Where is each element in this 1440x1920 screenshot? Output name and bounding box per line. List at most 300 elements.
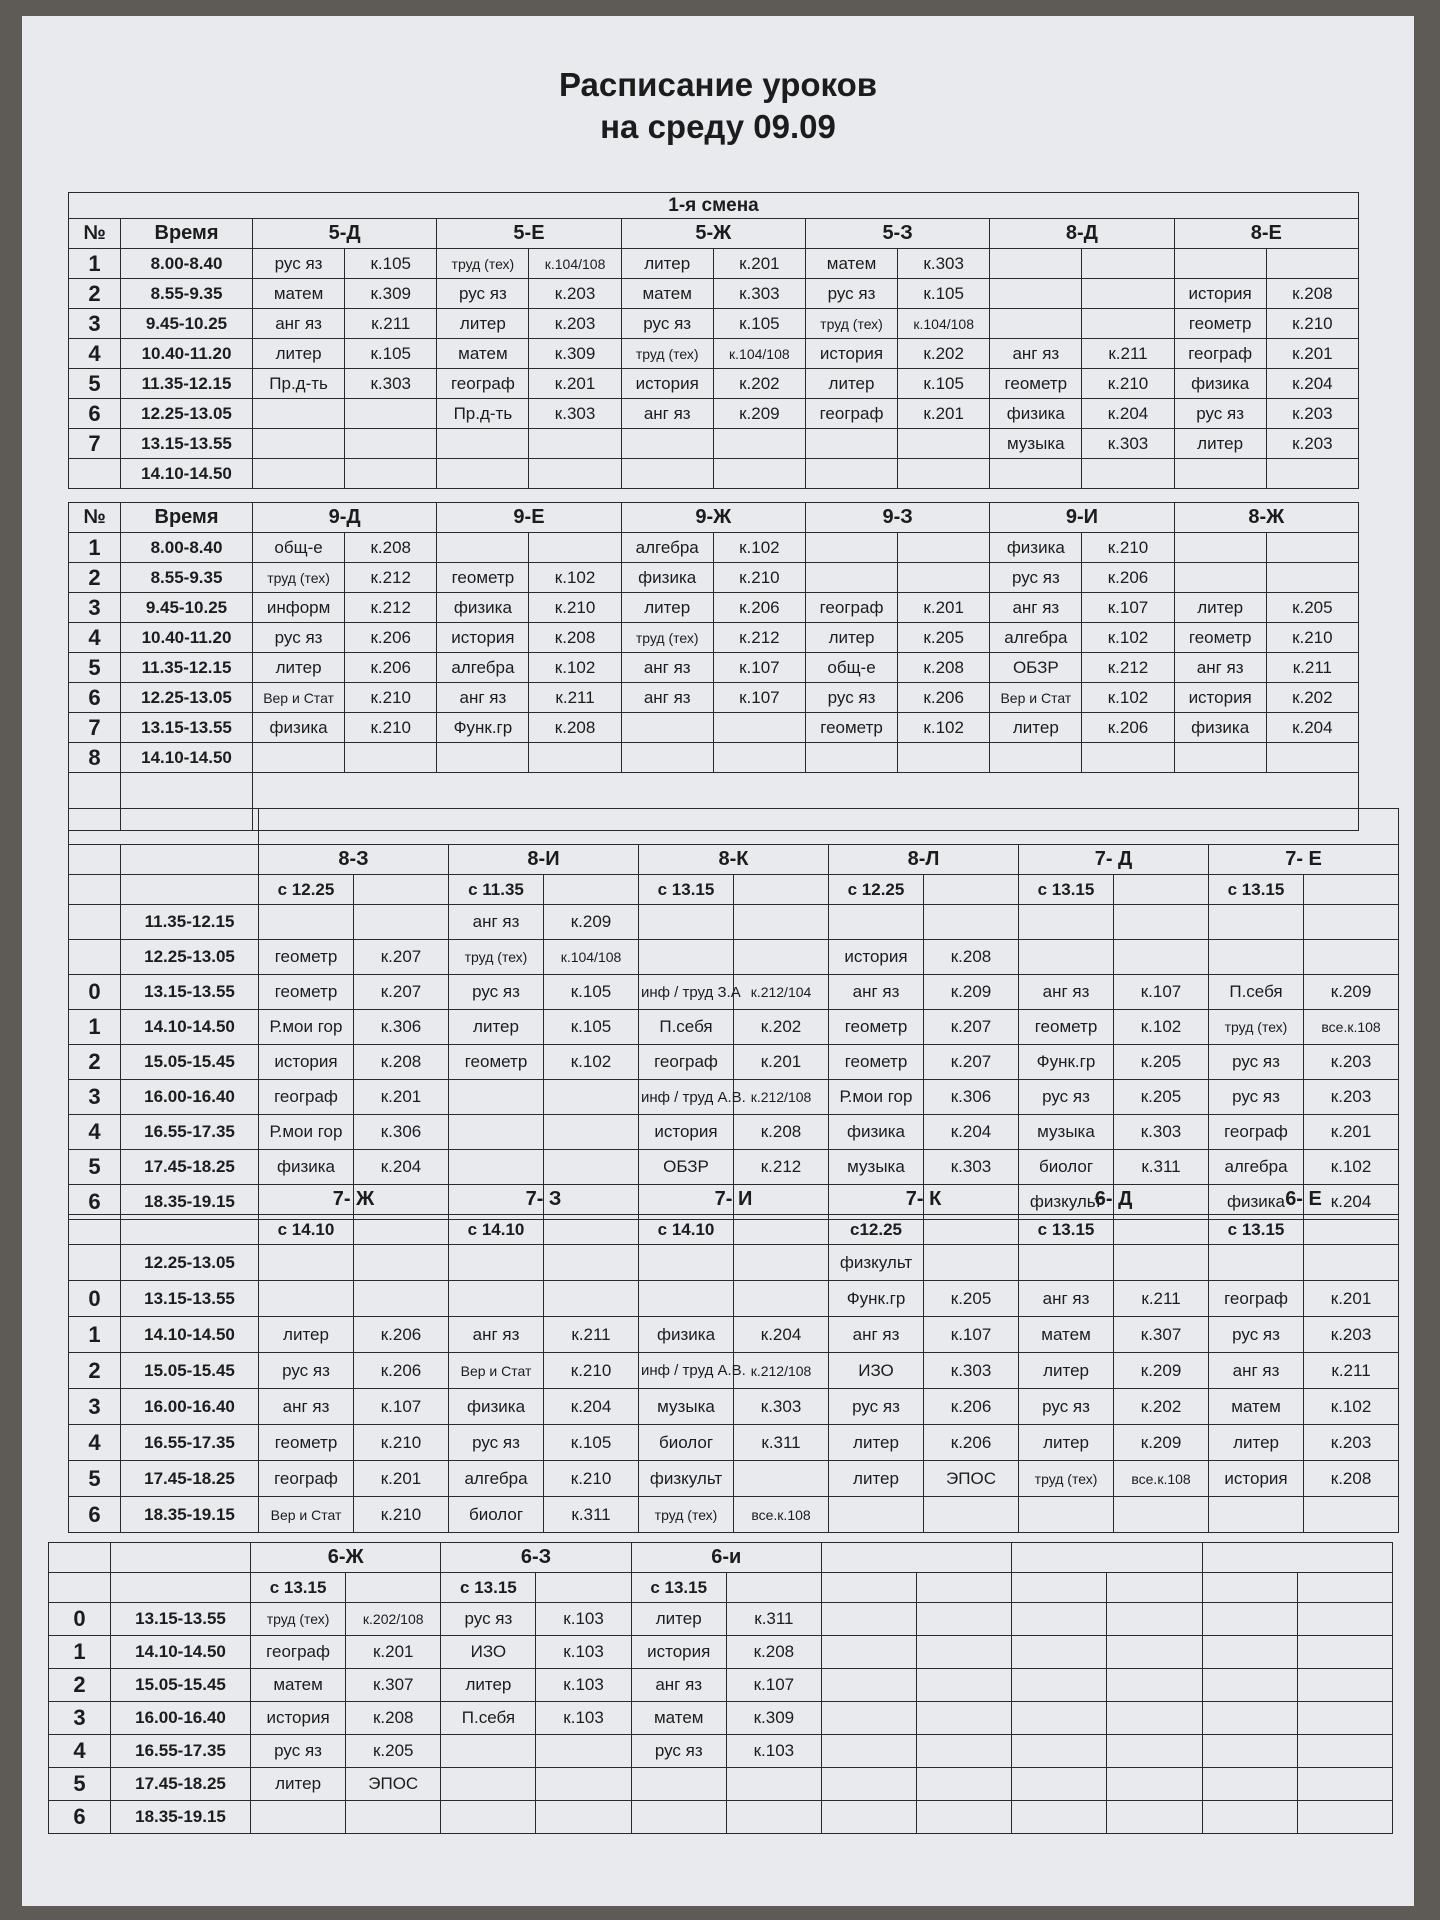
room-cell: к.206: [1082, 713, 1174, 743]
subject-cell: матем: [251, 1669, 346, 1702]
empty-cell: [544, 1215, 639, 1245]
schedule-row: [69, 1115, 1399, 1150]
room-cell: к.203: [529, 279, 621, 309]
subject-cell: [631, 1801, 726, 1834]
room-cell: [917, 1735, 1012, 1768]
class-header: 9-Д: [253, 503, 437, 533]
room-cell: [1082, 459, 1174, 489]
lesson-time: 15.05-15.45: [121, 1353, 259, 1389]
subject-cell: матем: [1209, 1389, 1304, 1425]
schedule-row: [69, 1353, 1399, 1389]
room-cell: к.102: [1304, 1389, 1399, 1425]
subject-cell: литер: [805, 369, 897, 399]
room-cell: [1266, 563, 1358, 593]
room-cell: [529, 459, 621, 489]
room-cell: к.212/104: [734, 975, 829, 1010]
room-cell: к.212: [713, 623, 805, 653]
room-cell: к.104/108: [544, 940, 639, 975]
room-cell: к.107: [924, 1317, 1019, 1353]
room-cell: [345, 459, 437, 489]
class-header: 9-Е: [437, 503, 621, 533]
schedule-row: [69, 1150, 1399, 1185]
spacer-cell: [69, 809, 259, 845]
room-cell: [734, 1245, 829, 1281]
room-cell: [917, 1768, 1012, 1801]
subject-cell: история: [1174, 683, 1266, 713]
subject-cell: [639, 940, 734, 975]
subject-cell: алгебра: [437, 653, 529, 683]
schedule-row: [69, 429, 1359, 459]
class-header: 7- З: [449, 1185, 639, 1215]
room-cell: к.201: [898, 593, 990, 623]
subject-cell: анг яз: [631, 1669, 726, 1702]
subject-cell: рус яз: [829, 1389, 924, 1425]
subject-cell: анг яз: [621, 653, 713, 683]
start-time-label: с 13.15: [1019, 1215, 1114, 1245]
room-cell: к.105: [544, 975, 639, 1010]
room-cell: [345, 399, 437, 429]
subject-cell: [821, 1603, 916, 1636]
room-cell: [898, 459, 990, 489]
lesson-number: [69, 459, 121, 489]
room-cell: к.102: [1082, 683, 1174, 713]
subject-cell: [449, 1080, 544, 1115]
room-cell: к.311: [726, 1603, 821, 1636]
subject-cell: [1202, 1768, 1297, 1801]
room-cell: к.208: [898, 653, 990, 683]
lesson-number: 2: [69, 1353, 121, 1389]
lesson-time: 8.00-8.40: [121, 533, 253, 563]
lesson-time: 16.55-17.35: [121, 1425, 259, 1461]
schedule-row: [69, 975, 1399, 1010]
room-cell: к.303: [924, 1150, 1019, 1185]
empty-cell: [1114, 1215, 1209, 1245]
subject-cell: географ: [1209, 1115, 1304, 1150]
subject-cell: физика: [829, 1115, 924, 1150]
room-cell: к.210: [1082, 533, 1174, 563]
room-cell: [536, 1768, 631, 1801]
room-cell: к.206: [924, 1425, 1019, 1461]
room-cell: к.102: [1304, 1150, 1399, 1185]
room-cell: к.211: [1304, 1353, 1399, 1389]
start-time-label: с 12.25: [259, 875, 354, 905]
subject-cell: [1209, 905, 1304, 940]
room-cell: [1297, 1735, 1392, 1768]
room-cell: к.107: [713, 683, 805, 713]
room-cell: к.104/108: [713, 339, 805, 369]
room-cell: к.208: [345, 533, 437, 563]
schedule-row: [69, 1080, 1399, 1115]
subject-cell: литер: [1019, 1353, 1114, 1389]
subject-cell: история: [631, 1636, 726, 1669]
lesson-number: 6: [69, 399, 121, 429]
room-cell: к.203: [1266, 399, 1358, 429]
page-subtitle: на среду 09.09: [600, 108, 836, 145]
subject-cell: [437, 743, 529, 773]
lesson-time: 14.10-14.50: [121, 1317, 259, 1353]
room-cell: [1107, 1801, 1202, 1834]
subject-cell: музыка: [639, 1389, 734, 1425]
room-cell: к.205: [346, 1735, 441, 1768]
room-cell: к.104/108: [898, 309, 990, 339]
subject-cell: рус яз: [449, 975, 544, 1010]
subject-cell: труд (тех): [621, 623, 713, 653]
subject-cell: труд (тех): [1209, 1010, 1304, 1045]
room-cell: [1304, 1497, 1399, 1533]
subject-cell: литер: [1209, 1425, 1304, 1461]
subject-cell: общ-е: [253, 533, 345, 563]
subject-cell: [253, 459, 345, 489]
subject-cell: [1012, 1669, 1107, 1702]
room-cell: к.202: [898, 339, 990, 369]
class-header: [821, 1543, 1011, 1573]
subject-cell: история: [251, 1702, 346, 1735]
subject-cell: физика: [621, 563, 713, 593]
schedule-row: [69, 1317, 1399, 1353]
room-cell: ЭПОС: [346, 1768, 441, 1801]
subject-cell: рус яз: [449, 1425, 544, 1461]
lesson-time: 10.40-11.20: [121, 339, 253, 369]
subject-cell: [1209, 940, 1304, 975]
subject-cell: литер: [829, 1425, 924, 1461]
subject-cell: Р.мои гор: [829, 1080, 924, 1115]
empty-cell: [924, 1215, 1019, 1245]
lesson-number: 2: [69, 563, 121, 593]
room-cell: [544, 1245, 639, 1281]
lesson-number: 3: [49, 1702, 111, 1735]
room-cell: к.103: [536, 1603, 631, 1636]
subject-cell: геометр: [1019, 1010, 1114, 1045]
room-cell: [544, 1115, 639, 1150]
subject-cell: Р.мои гор: [259, 1115, 354, 1150]
room-cell: [713, 429, 805, 459]
start-time-label: с 13.15: [631, 1573, 726, 1603]
room-cell: [1107, 1669, 1202, 1702]
subject-cell: литер: [253, 339, 345, 369]
subject-cell: рус яз: [1019, 1080, 1114, 1115]
room-cell: к.210: [544, 1461, 639, 1497]
subject-cell: музыка: [990, 429, 1082, 459]
class-header: 6- Д: [1019, 1185, 1209, 1215]
room-cell: к.306: [924, 1080, 1019, 1115]
subject-cell: [251, 1801, 346, 1834]
lesson-number: [69, 940, 121, 975]
subject-cell: [990, 279, 1082, 309]
room-cell: [345, 429, 437, 459]
room-cell: к.201: [354, 1080, 449, 1115]
room-cell: к.102: [1114, 1010, 1209, 1045]
lesson-number: 6: [49, 1801, 111, 1834]
lesson-time: 15.05-15.45: [121, 1045, 259, 1080]
room-cell: к.303: [1114, 1115, 1209, 1150]
room-cell: [1297, 1702, 1392, 1735]
room-cell: [544, 1080, 639, 1115]
subject-cell: литер: [253, 653, 345, 683]
room-cell: ЭПОС: [924, 1461, 1019, 1497]
lesson-number: [69, 1245, 121, 1281]
subject-cell: труд (тех): [437, 249, 529, 279]
subject-cell: литер: [251, 1768, 346, 1801]
subject-cell: геометр: [1174, 309, 1266, 339]
room-cell: к.105: [345, 339, 437, 369]
subject-cell: [1012, 1603, 1107, 1636]
subject-cell: физика: [639, 1317, 734, 1353]
room-cell: все.к.108: [1304, 1010, 1399, 1045]
subject-cell: [253, 399, 345, 429]
room-cell: [346, 1801, 441, 1834]
subject-cell: физика: [437, 593, 529, 623]
shift-label: 1-я смена: [69, 193, 1359, 219]
subject-cell: географ: [805, 593, 897, 623]
subject-cell: Вер и Стат: [259, 1497, 354, 1533]
subject-cell: [990, 459, 1082, 489]
room-cell: к.203: [1304, 1080, 1399, 1115]
empty-cell: [536, 1573, 631, 1603]
empty-cell: [354, 875, 449, 905]
room-cell: [1082, 279, 1174, 309]
subject-cell: рус яз: [621, 309, 713, 339]
subject-cell: Вер и Стат: [253, 683, 345, 713]
room-cell: [529, 743, 621, 773]
empty-cell: [924, 875, 1019, 905]
subject-cell: анг яз: [1174, 653, 1266, 683]
lesson-time: 11.35-12.15: [121, 653, 253, 683]
schedule-table-block-5: [48, 1542, 1393, 1834]
header-time: [121, 845, 259, 875]
subject-cell: музыка: [829, 1150, 924, 1185]
lesson-time: 12.25-13.05: [121, 399, 253, 429]
empty-cell: [49, 1573, 111, 1603]
subject-cell: рус яз: [441, 1603, 536, 1636]
subject-cell: Вер и Стат: [990, 683, 1082, 713]
room-cell: к.210: [529, 593, 621, 623]
lesson-number: 0: [69, 975, 121, 1010]
subject-cell: литер: [805, 623, 897, 653]
schedule-row: [69, 623, 1359, 653]
class-header: 7- К: [829, 1185, 1019, 1215]
subject-cell: [1012, 1801, 1107, 1834]
room-cell: к.201: [1266, 339, 1358, 369]
subject-cell: геометр: [437, 563, 529, 593]
room-cell: к.102: [1082, 623, 1174, 653]
room-cell: к.102: [529, 563, 621, 593]
room-cell: к.204: [734, 1317, 829, 1353]
subject-cell: [990, 743, 1082, 773]
room-cell: к.205: [898, 623, 990, 653]
room-cell: [544, 1281, 639, 1317]
subject-cell: матем: [1019, 1317, 1114, 1353]
room-cell: к.103: [726, 1735, 821, 1768]
room-cell: к.203: [529, 309, 621, 339]
room-cell: все.к.108: [1114, 1461, 1209, 1497]
subject-cell: [805, 743, 897, 773]
class-header: 5-З: [805, 219, 989, 249]
room-cell: к.105: [898, 279, 990, 309]
subject-cell: ИЗО: [441, 1636, 536, 1669]
subject-cell: [253, 429, 345, 459]
lesson-number: 8: [69, 743, 121, 773]
lesson-number: 0: [69, 1281, 121, 1317]
schedule-table-block-3: [68, 808, 1399, 1220]
empty-cell: [69, 1215, 121, 1245]
start-time-label: [1202, 1573, 1297, 1603]
empty-cell: [734, 1215, 829, 1245]
start-time-label: с12.25: [829, 1215, 924, 1245]
subject-cell: геометр: [259, 1425, 354, 1461]
subject-cell: физкульт: [1019, 1185, 1114, 1220]
subject-cell: литер: [441, 1669, 536, 1702]
subject-cell: музыка: [1019, 1115, 1114, 1150]
room-cell: к.201: [346, 1636, 441, 1669]
room-cell: к.202: [1266, 683, 1358, 713]
subject-cell: [829, 905, 924, 940]
subject-cell: ОБЗР: [639, 1150, 734, 1185]
lesson-number: 5: [69, 653, 121, 683]
subject-cell: географ: [639, 1045, 734, 1080]
header-time: Время: [121, 219, 253, 249]
start-time-label: с 13.15: [1019, 875, 1114, 905]
room-cell: [917, 1603, 1012, 1636]
subject-cell: [253, 743, 345, 773]
lesson-number: 3: [69, 309, 121, 339]
room-cell: к.209: [1304, 975, 1399, 1010]
lesson-time: 18.35-19.15: [121, 1497, 259, 1533]
empty-cell: [354, 1215, 449, 1245]
room-cell: к.201: [354, 1461, 449, 1497]
subject-cell: [821, 1735, 916, 1768]
subject-cell: литер: [437, 309, 529, 339]
schedule-row: [69, 339, 1359, 369]
room-cell: [1297, 1669, 1392, 1702]
room-cell: к.107: [1082, 593, 1174, 623]
schedule-row: [69, 1389, 1399, 1425]
room-cell: к.212/108: [734, 1080, 829, 1115]
subject-cell: матем: [621, 279, 713, 309]
subject-cell: труд (тех): [449, 940, 544, 975]
subject-cell: анг яз: [990, 593, 1082, 623]
schedule-row: [69, 713, 1359, 743]
class-header: 8-Е: [1174, 219, 1358, 249]
room-cell: к.203: [1304, 1425, 1399, 1461]
subject-cell: [1174, 563, 1266, 593]
subject-cell: инф / труд А.В.: [639, 1080, 734, 1115]
empty-cell: [917, 1573, 1012, 1603]
lesson-number: 4: [69, 623, 121, 653]
lesson-time: 14.10-14.50: [121, 1010, 259, 1045]
header-time: Время: [121, 503, 253, 533]
room-cell: [354, 1245, 449, 1281]
subject-cell: географ: [1174, 339, 1266, 369]
schedule-row: [69, 459, 1359, 489]
subject-cell: [990, 249, 1082, 279]
class-header: 6-и: [631, 1543, 821, 1573]
lesson-time: 18.35-19.15: [121, 1185, 259, 1220]
room-cell: [917, 1801, 1012, 1834]
lesson-number: 0: [49, 1603, 111, 1636]
room-cell: [898, 743, 990, 773]
room-cell: к.210: [544, 1353, 639, 1389]
subject-cell: анг яз: [437, 683, 529, 713]
subject-cell: [449, 1245, 544, 1281]
lesson-number: 1: [69, 1010, 121, 1045]
subject-cell: [1174, 249, 1266, 279]
lesson-number: 6: [69, 1185, 121, 1220]
room-cell: к.202: [1114, 1389, 1209, 1425]
lesson-time: 16.55-17.35: [121, 1115, 259, 1150]
subject-cell: биолог: [1019, 1150, 1114, 1185]
room-cell: к.205: [1266, 593, 1358, 623]
lesson-number: 4: [69, 339, 121, 369]
lesson-time: 11.35-12.15: [121, 369, 253, 399]
room-cell: к.105: [544, 1010, 639, 1045]
start-time-label: с 14.10: [259, 1215, 354, 1245]
room-cell: к.211: [1114, 1281, 1209, 1317]
room-cell: к.202/108: [346, 1603, 441, 1636]
room-cell: к.210: [354, 1425, 449, 1461]
room-cell: к.201: [1304, 1281, 1399, 1317]
empty-cell: [1107, 1573, 1202, 1603]
subject-cell: рус яз: [251, 1735, 346, 1768]
room-cell: [713, 713, 805, 743]
room-cell: [917, 1636, 1012, 1669]
lesson-time: 13.15-13.55: [121, 1281, 259, 1317]
room-cell: [713, 743, 805, 773]
subject-cell: труд (тех): [251, 1603, 346, 1636]
subject-cell: географ: [1209, 1281, 1304, 1317]
subject-cell: история: [437, 623, 529, 653]
room-cell: к.103: [536, 1669, 631, 1702]
room-cell: [345, 743, 437, 773]
class-header: 7- Е: [1209, 845, 1399, 875]
subject-cell: труд (тех): [621, 339, 713, 369]
lesson-number: 4: [69, 1425, 121, 1461]
subject-cell: [990, 309, 1082, 339]
subject-cell: литер: [449, 1010, 544, 1045]
subject-cell: геометр: [805, 713, 897, 743]
start-time-label: с 13.15: [441, 1573, 536, 1603]
lesson-number: 5: [49, 1768, 111, 1801]
lesson-number: [69, 905, 121, 940]
room-cell: к.104/108: [529, 249, 621, 279]
room-cell: к.311: [734, 1425, 829, 1461]
room-cell: к.201: [713, 249, 805, 279]
empty-cell: [69, 875, 121, 905]
room-cell: к.204: [1304, 1185, 1399, 1220]
subject-cell: физика: [259, 1150, 354, 1185]
room-cell: к.105: [898, 369, 990, 399]
room-cell: к.208: [346, 1702, 441, 1735]
subject-cell: [821, 1669, 916, 1702]
class-header: 8-К: [639, 845, 829, 875]
room-cell: к.209: [1114, 1425, 1209, 1461]
room-cell: к.203: [1266, 429, 1358, 459]
room-cell: к.204: [1082, 399, 1174, 429]
lesson-time: 18.35-19.15: [111, 1801, 251, 1834]
subject-cell: история: [1174, 279, 1266, 309]
lesson-number: 2: [49, 1669, 111, 1702]
lesson-number: 3: [69, 593, 121, 623]
room-cell: к.211: [544, 1317, 639, 1353]
room-cell: к.303: [898, 249, 990, 279]
subject-cell: анг яз: [1019, 1281, 1114, 1317]
subject-cell: рус яз: [437, 279, 529, 309]
subject-cell: [441, 1801, 536, 1834]
lesson-time: 14.10-14.50: [111, 1636, 251, 1669]
room-cell: [734, 940, 829, 975]
class-header: 6-З: [441, 1543, 631, 1573]
schedule-row: [49, 1669, 1393, 1702]
subject-cell: анг яз: [1209, 1353, 1304, 1389]
